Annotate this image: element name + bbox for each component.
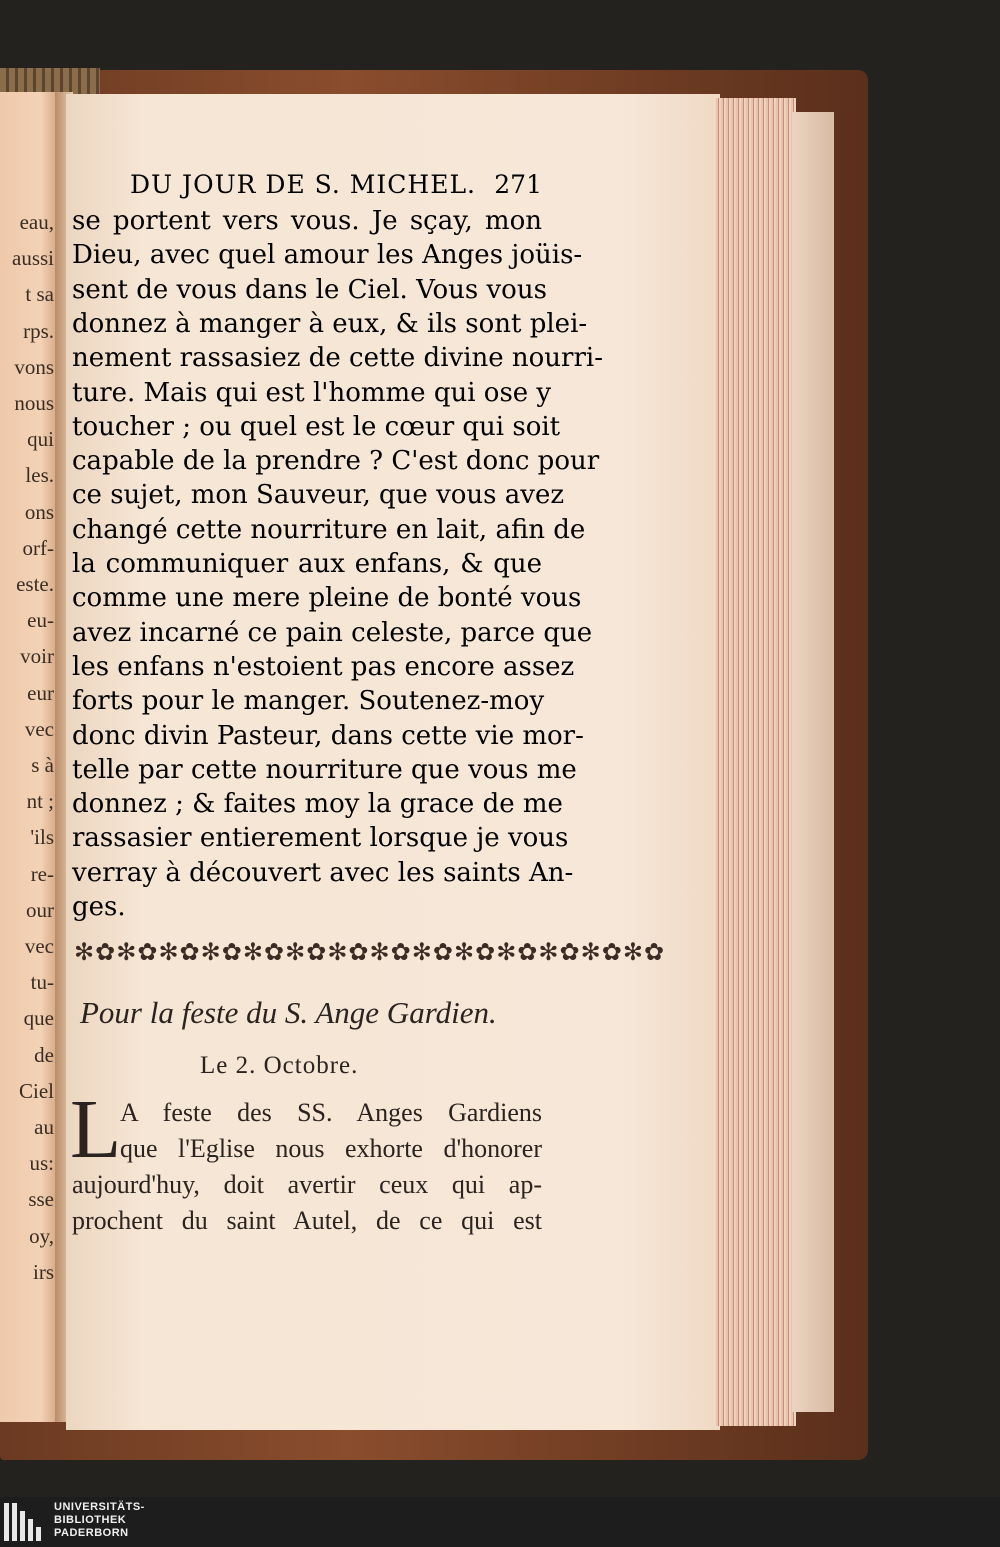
text-line: prochent du saint Autel, de ce qui est [72, 1206, 542, 1235]
facing-page-fragment: rps. [23, 318, 54, 343]
header-title: DU JOUR DE S. MICHEL. [130, 170, 476, 199]
footer-bar [0, 1497, 1000, 1547]
ornamental-divider: ✻✿✻✿✻✿✻✿✻✿✻✿✻✿✻✿✻✿✻✿✻✿✻✿✻✿✻✿ [74, 938, 666, 966]
facing-page-fragment: ons [24, 499, 54, 524]
facing-page-fragment: voir [20, 644, 54, 669]
facing-page-fragment: les. [25, 463, 54, 488]
text-line: la communiquer aux enfans, & que [72, 549, 542, 579]
facing-page-fragment: au [34, 1115, 54, 1139]
text-line: comme une mere pleine de bonté vous [72, 583, 582, 614]
text-line: verray à découvert avec les saints An- [72, 857, 574, 888]
text-line: ture. Mais qui est l'homme qui ose y [72, 377, 552, 408]
facing-page-fragment: nt ; [26, 789, 54, 814]
facing-page-fragment: eur [27, 680, 54, 705]
facing-page-fragment: us: [29, 1151, 54, 1176]
facing-page-fragment: nous [14, 391, 54, 415]
text-line: A feste des SS. Anges Gardiens [120, 1098, 542, 1127]
book-spine-top [0, 68, 100, 94]
logo-line-3: PADERBORN [54, 1527, 129, 1539]
text-line: que l'Eglise nous exhorte d'honorer [120, 1134, 542, 1163]
running-header [130, 170, 542, 200]
facing-page-fragment: qui [27, 427, 54, 452]
drop-cap: L [70, 1083, 122, 1176]
facing-page-fragment: eu- [27, 608, 54, 633]
text-line: ce sujet, mon Sauveur, que vous avez [72, 480, 565, 511]
library-logo-text [54, 1501, 145, 1540]
section-title: Pour la feste du S. Ange Gardien. [80, 995, 497, 1030]
facing-page-fragment: 'ils [30, 825, 54, 850]
facing-page-fragment: s à [31, 753, 54, 777]
facing-page-fragment: tu- [30, 970, 54, 995]
logo-line-1: UNIVERSITÄTS- [54, 1501, 145, 1513]
facing-page-fragment: este. [16, 572, 54, 596]
facing-page-fragment: our [26, 897, 54, 922]
text-line: se portent vers vous. Je sçay, mon [72, 206, 542, 236]
date-line: Le 2. Octobre. [200, 1052, 359, 1079]
text-line: capable de la prendre ? C'est donc pour [72, 446, 600, 477]
text-line: rassasier entierement lorsque je vous [72, 823, 569, 854]
logo-line-2: BIBLIOTHEK [54, 1514, 127, 1526]
facing-page-fragment: de [34, 1042, 54, 1067]
facing-page-fragment: vec [24, 934, 54, 958]
facing-page-fragment: t sa [25, 282, 54, 307]
facing-page-fragment: vons [14, 354, 54, 379]
text-line: Dieu, avec quel amour les Anges joüis- [72, 240, 583, 271]
text-line: nement rassasiez de cette divine nourri- [72, 343, 604, 374]
text-line: forts pour le manger. Soutenez-moy [72, 686, 545, 717]
text-line: toucher ; ou quel est le cœur qui soit [72, 411, 561, 442]
facing-page-fragment: aussi [12, 246, 54, 271]
text-line: les enfans n'estoient pas encore assez [72, 651, 575, 682]
facing-page-fragment: vec [24, 716, 54, 741]
text-line: ges. [72, 892, 126, 922]
text-line: aujourd'huy, doit avertir ceux qui ap- [72, 1170, 542, 1199]
text-line: donnez ; & faites moy la grace de me [72, 789, 563, 820]
text-line: donc divin Pasteur, dans cette vie mor- [72, 720, 584, 751]
facing-page-fragment: que [23, 1006, 54, 1031]
page-number: 271 [494, 170, 542, 199]
text-line: avez incarné ce pain celeste, parce que [72, 617, 593, 648]
facing-page-fragment: eau, [19, 210, 54, 234]
text-line: changé cette nourriture en lait, afin de [72, 514, 586, 545]
facing-page-fragment: re- [30, 861, 54, 886]
text-line: telle par cette nourriture que vous me [72, 754, 577, 785]
facing-page-fragment: orf- [22, 535, 54, 560]
page-edges-back [792, 112, 834, 1412]
facing-page-fragment: Ciel [19, 1078, 54, 1103]
library-logo-icon [4, 1503, 44, 1541]
facing-page-left [0, 92, 58, 1422]
facing-page-fragment: oy, [29, 1223, 54, 1248]
text-line: sent de vous dans le Ciel. Vous vous [72, 274, 547, 305]
facing-page-fragment: irs [33, 1259, 54, 1284]
page-edges [716, 98, 796, 1426]
text-line: donnez à manger à eux, & ils sont plei- [72, 308, 588, 339]
facing-page-fragment: sse [28, 1187, 54, 1212]
